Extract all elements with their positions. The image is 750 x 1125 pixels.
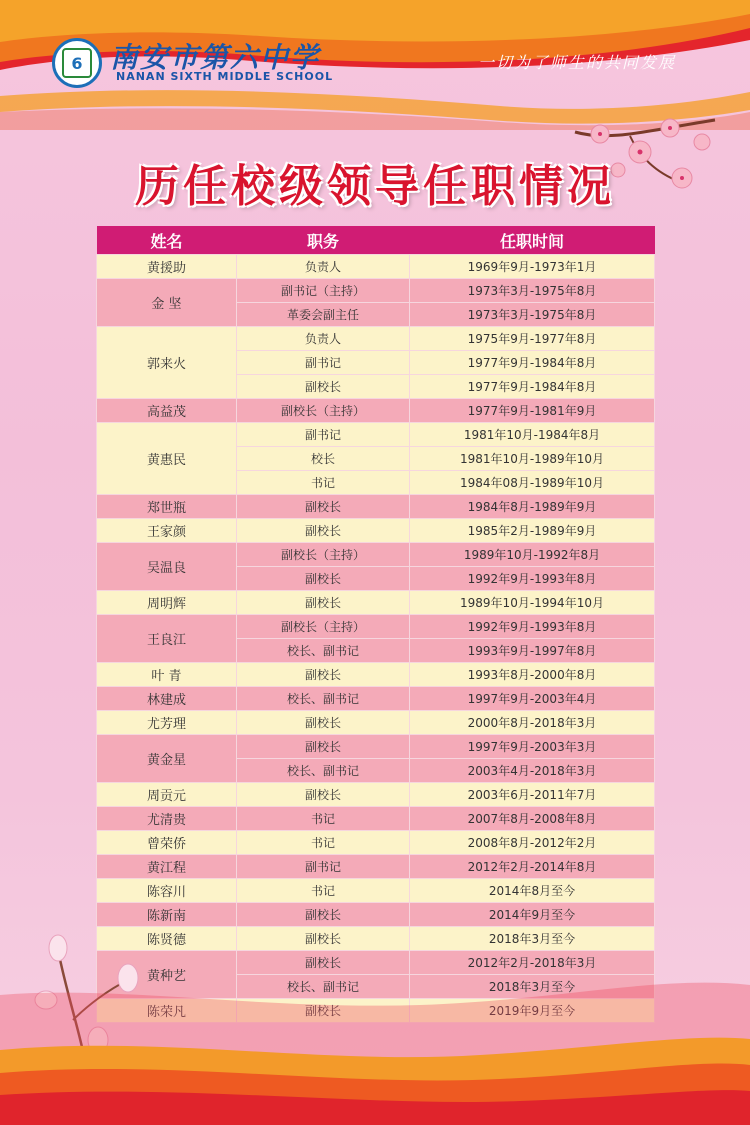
position-cell: 副校长（主持） [237, 615, 410, 639]
position-cell: 书记 [237, 471, 410, 495]
position-cell: 副书记 [237, 423, 410, 447]
table-row [97, 543, 655, 567]
leader-name-cell: 郭来火 [97, 327, 237, 399]
term-cell: 1985年2月-1989年9月 [410, 519, 655, 543]
term-cell: 2019年9月至今 [410, 999, 655, 1023]
term-cell: 1984年08月-1989年10月 [410, 471, 655, 495]
leader-name-cell: 尤清贵 [97, 807, 237, 831]
table-row [97, 855, 655, 879]
term-cell: 2012年2月-2018年3月 [410, 951, 655, 975]
term-cell: 1973年3月-1975年8月 [410, 279, 655, 303]
position-cell: 副校长 [237, 927, 410, 951]
position-cell: 负责人 [237, 327, 410, 351]
table-row [97, 903, 655, 927]
term-cell: 2012年2月-2014年8月 [410, 855, 655, 879]
term-cell: 1981年10月-1989年10月 [410, 447, 655, 471]
term-cell: 2000年8月-2018年3月 [410, 711, 655, 735]
term-cell: 1992年9月-1993年8月 [410, 615, 655, 639]
leader-name-cell: 叶 青 [97, 663, 237, 687]
table-body [97, 255, 655, 1023]
term-cell: 2007年8月-2008年8月 [410, 807, 655, 831]
position-cell: 副书记 [237, 855, 410, 879]
position-cell: 副书记 [237, 351, 410, 375]
position-cell: 校长、副书记 [237, 759, 410, 783]
table-row [97, 327, 655, 351]
term-cell: 1984年8月-1989年9月 [410, 495, 655, 519]
term-cell: 1969年9月-1973年1月 [410, 255, 655, 279]
slogan: 一切为了师生的共同发展 [478, 53, 677, 72]
position-cell: 副校长 [237, 591, 410, 615]
position-cell: 副校长 [237, 567, 410, 591]
table-row [97, 591, 655, 615]
position-cell: 校长 [237, 447, 410, 471]
school-name: 南安市第六中学 [110, 41, 321, 74]
table-row [97, 687, 655, 711]
leader-name-cell: 王家颜 [97, 519, 237, 543]
bottom-decorative-band [0, 955, 750, 1125]
leader-name-cell: 曾荣侨 [97, 831, 237, 855]
term-cell: 1977年9月-1984年8月 [410, 351, 655, 375]
term-cell: 1997年9月-2003年4月 [410, 687, 655, 711]
table-header-row [97, 226, 655, 255]
table-row [97, 735, 655, 759]
table-row [97, 927, 655, 951]
term-cell: 1975年9月-1977年8月 [410, 327, 655, 351]
position-cell: 副校长 [237, 999, 410, 1023]
leader-name-cell: 金 坚 [97, 279, 237, 327]
position-cell: 副校长 [237, 663, 410, 687]
term-cell: 2003年4月-2018年3月 [410, 759, 655, 783]
table-row [97, 615, 655, 639]
page-title: 历任校级领导任职情况 [135, 161, 615, 212]
leader-name-cell: 尤芳理 [97, 711, 237, 735]
term-cell: 1981年10月-1984年8月 [410, 423, 655, 447]
leader-name-cell: 吴温良 [97, 543, 237, 591]
table-row [97, 783, 655, 807]
position-cell: 副校长 [237, 519, 410, 543]
position-cell: 书记 [237, 831, 410, 855]
table-row [97, 279, 655, 303]
logo-emblem: 6 [62, 48, 92, 78]
term-cell: 1977年9月-1984年8月 [410, 375, 655, 399]
position-cell: 副校长 [237, 495, 410, 519]
leadership-table [96, 226, 655, 1023]
term-cell: 2014年9月至今 [410, 903, 655, 927]
term-cell: 1993年9月-1997年8月 [410, 639, 655, 663]
table-row [97, 519, 655, 543]
position-cell: 副书记（主持） [237, 279, 410, 303]
leader-name-cell: 王良江 [97, 615, 237, 663]
table-row [97, 711, 655, 735]
header-position: 职务 [237, 226, 410, 255]
position-cell: 书记 [237, 879, 410, 903]
term-cell: 2008年8月-2012年2月 [410, 831, 655, 855]
position-cell: 校长、副书记 [237, 639, 410, 663]
position-cell: 校长、副书记 [237, 687, 410, 711]
leader-name-cell: 陈贤德 [97, 927, 237, 951]
leader-name-cell: 陈荣凡 [97, 999, 237, 1023]
term-cell: 2003年6月-2011年7月 [410, 783, 655, 807]
leader-name-cell: 陈容川 [97, 879, 237, 903]
school-name-english: NANAN SIXTH MIDDLE SCHOOL [116, 70, 334, 83]
table-row [97, 399, 655, 423]
leader-name-cell: 周明辉 [97, 591, 237, 615]
table-row [97, 423, 655, 447]
leader-name-cell: 郑世瓶 [97, 495, 237, 519]
position-cell: 副校长 [237, 903, 410, 927]
leader-name-cell: 陈新南 [97, 903, 237, 927]
term-cell: 1997年9月-2003年3月 [410, 735, 655, 759]
position-cell: 校长、副书记 [237, 975, 410, 999]
leader-name-cell: 黄惠民 [97, 423, 237, 495]
position-cell: 副校长 [237, 375, 410, 399]
term-cell: 1989年10月-1992年8月 [410, 543, 655, 567]
table-row [97, 831, 655, 855]
table-row [97, 255, 655, 279]
position-cell: 革委会副主任 [237, 303, 410, 327]
table-row [97, 807, 655, 831]
term-cell: 1993年8月-2000年8月 [410, 663, 655, 687]
school-logo [52, 38, 102, 88]
term-cell: 1992年9月-1993年8月 [410, 567, 655, 591]
position-cell: 书记 [237, 807, 410, 831]
position-cell: 副校长（主持） [237, 543, 410, 567]
leader-name-cell: 林建成 [97, 687, 237, 711]
position-cell: 副校长 [237, 711, 410, 735]
position-cell: 副校长 [237, 783, 410, 807]
position-cell: 副校长 [237, 951, 410, 975]
term-cell: 1973年3月-1975年8月 [410, 303, 655, 327]
term-cell: 2014年8月至今 [410, 879, 655, 903]
table-row [97, 495, 655, 519]
leader-name-cell: 高益茂 [97, 399, 237, 423]
header-term: 任职时间 [410, 226, 655, 255]
table-row [97, 663, 655, 687]
table-row [97, 879, 655, 903]
leader-name-cell: 周贡元 [97, 783, 237, 807]
leader-name-cell: 黄江程 [97, 855, 237, 879]
leader-name-cell: 黄援助 [97, 255, 237, 279]
position-cell: 副校长 [237, 735, 410, 759]
term-cell: 1989年10月-1994年10月 [410, 591, 655, 615]
leader-name-cell: 黄种艺 [97, 951, 237, 999]
term-cell: 2018年3月至今 [410, 975, 655, 999]
position-cell: 负责人 [237, 255, 410, 279]
leader-name-cell: 黄金星 [97, 735, 237, 783]
header-name: 姓名 [97, 226, 237, 255]
term-cell: 1977年9月-1981年9月 [410, 399, 655, 423]
position-cell: 副校长（主持） [237, 399, 410, 423]
term-cell: 2018年3月至今 [410, 927, 655, 951]
